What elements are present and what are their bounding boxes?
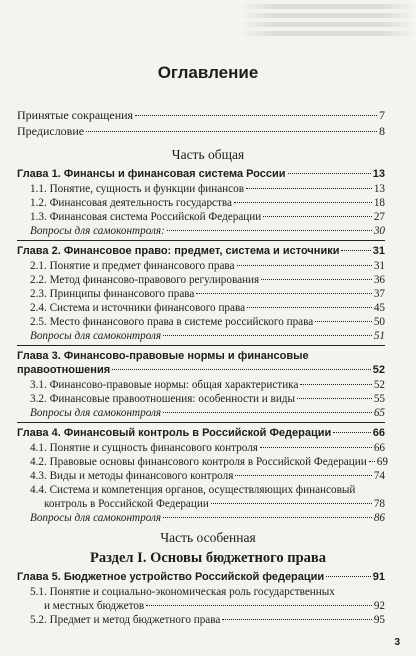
leader-dots xyxy=(163,335,372,336)
toc-section-4-4 xyxy=(44,498,385,511)
page-number: 3 xyxy=(394,637,400,648)
toc-label: Вопросы для самоконтроля xyxy=(30,407,162,419)
toc-label: Предисловие xyxy=(17,124,85,138)
chapter-divider xyxy=(17,240,385,241)
toc-section-4-4-line1: 4.4. Система и компетенция органов, осуществляющих финансовый xyxy=(30,484,356,496)
toc-section-4-1 xyxy=(17,442,385,455)
chapter-divider xyxy=(17,422,385,423)
section-1-heading: Раздел I. Основы бюджетного права xyxy=(89,550,326,566)
toc-entry-preface xyxy=(17,125,385,138)
toc-section-3-1 xyxy=(17,379,385,392)
leader-dots xyxy=(315,321,372,322)
leader-dots xyxy=(247,307,372,308)
toc-page: 18 xyxy=(373,197,385,209)
toc-label: Глава 4. Финансовый контроль в Российской Федерации xyxy=(17,427,332,439)
toc-page: 51 xyxy=(373,330,385,342)
leader-dots xyxy=(163,517,372,518)
leader-dots xyxy=(112,369,371,370)
toc-label: 2.5. Место финансового права в системе российского права xyxy=(30,316,314,328)
toc-label: 1.1. Понятие, сущность и функции финансов xyxy=(30,183,245,195)
toc-section-2-4 xyxy=(17,302,385,315)
leader-dots xyxy=(237,265,372,266)
toc-page: 66 xyxy=(372,427,385,439)
toc-page: 31 xyxy=(373,260,385,272)
leader-dots xyxy=(235,475,371,476)
toc-label: Принятые сокращения xyxy=(17,108,134,122)
toc-label: 2.4. Система и источники финансового права xyxy=(30,302,246,314)
toc-label: 2.1. Понятие и предмет финансового права xyxy=(30,260,235,272)
toc-chapter-3 xyxy=(17,364,385,377)
toc-review-3 xyxy=(17,407,385,420)
toc-label: Вопросы для самоконтроля xyxy=(30,330,162,342)
toc-review-1 xyxy=(17,225,385,238)
toc-page: 8 xyxy=(379,124,385,138)
toc-chapter-2 xyxy=(17,245,385,258)
toc-page: 95 xyxy=(373,614,385,626)
leader-dots xyxy=(297,398,372,399)
part-general-heading: Часть общая xyxy=(171,147,245,162)
toc-page: 65 xyxy=(373,407,385,419)
toc-label: 2.3. Принципы финансового права xyxy=(30,288,195,300)
toc-page: 78 xyxy=(373,498,385,510)
toc-section-1-1 xyxy=(17,183,385,196)
toc-label: 4.2. Правовые основы финансового контроля в Российской Федерации xyxy=(30,456,367,468)
leader-dots xyxy=(196,293,371,294)
toc-label: Глава 1. Финансы и финансовая система России xyxy=(17,168,286,180)
toc-section-4-3 xyxy=(17,470,385,483)
toc-label: 4.3. Виды и методы финансового контроля xyxy=(30,470,234,482)
leader-dots xyxy=(211,503,372,504)
toc-label: Вопросы для самоконтроля: xyxy=(30,225,165,237)
leader-dots xyxy=(222,619,371,620)
leader-dots xyxy=(234,202,372,203)
toc-page: 92 xyxy=(373,600,385,612)
toc-entry-abbreviations xyxy=(17,109,385,122)
leader-dots xyxy=(86,131,377,132)
toc-section-2-3 xyxy=(17,288,385,301)
toc-review-2 xyxy=(17,330,385,343)
toc-label: правоотношения xyxy=(17,364,111,376)
toc-page: 36 xyxy=(373,274,385,286)
toc-label: 5.2. Предмет и метод бюджетного права xyxy=(30,614,221,626)
toc-page: 13 xyxy=(373,183,385,195)
toc-page: 55 xyxy=(373,393,385,405)
toc-page: 7 xyxy=(379,108,385,122)
toc-section-2-2 xyxy=(17,274,385,287)
toc-page: 31 xyxy=(372,245,385,257)
toc-label: и местных бюджетов xyxy=(44,600,145,612)
leader-dots xyxy=(260,447,372,448)
toc-page: 50 xyxy=(373,316,385,328)
leader-dots xyxy=(146,605,372,606)
leader-dots xyxy=(135,115,377,116)
leader-dots xyxy=(333,432,371,433)
toc-review-4 xyxy=(17,512,385,525)
toc-section-1-2 xyxy=(17,197,385,210)
leader-dots xyxy=(163,412,372,413)
toc-label: 4.1. Понятие и сущность финансового контроля xyxy=(30,442,258,454)
toc-label: 3.2. Финансовые правоотношения: особенности и виды xyxy=(30,393,296,405)
toc-chapter-3-line1: Глава 3. Финансово-правовые нормы и финансовые xyxy=(17,350,309,362)
toc-label: Глава 2. Финансовое право: предмет, система и источники xyxy=(17,245,340,257)
page-title: Оглавление xyxy=(157,63,259,82)
toc-page: 30 xyxy=(373,225,385,237)
leader-dots xyxy=(369,461,375,462)
toc-page: 45 xyxy=(373,302,385,314)
leader-dots xyxy=(263,216,372,217)
chapter-divider xyxy=(17,345,385,346)
toc-label: 1.2. Финансовая деятельность государства xyxy=(30,197,232,209)
toc-label: 3.1. Финансово-правовые нормы: общая характеристика xyxy=(30,379,299,391)
toc-page: 13 xyxy=(372,168,385,180)
toc-section-5-1-line1: 5.1. Понятие и социально-экономическая роль государственных xyxy=(30,586,335,598)
toc-section-1-3 xyxy=(17,211,385,224)
toc-section-5-2 xyxy=(17,614,385,627)
toc-page: 69 xyxy=(376,456,388,468)
toc-section-5-1 xyxy=(44,600,385,613)
toc-label: Глава 5. Бюджетное устройство Российской федерации xyxy=(17,571,325,583)
leader-dots xyxy=(326,576,371,577)
bleed-through-text xyxy=(240,0,416,44)
toc-label: контроль в Российской Федерации xyxy=(44,498,209,510)
toc-section-3-2 xyxy=(17,393,385,406)
toc-page: 52 xyxy=(372,364,385,376)
toc-chapter-5 xyxy=(17,571,385,584)
toc-label: 2.2. Метод финансово-правового регулирования xyxy=(30,274,260,286)
toc-page: 66 xyxy=(373,442,385,454)
leader-dots xyxy=(246,188,372,189)
toc-label: 1.3. Финансовая система Российской Федерации xyxy=(30,211,262,223)
leader-dots xyxy=(300,384,371,385)
part-special-heading: Часть особенная xyxy=(160,530,256,545)
toc-section-2-1 xyxy=(17,260,385,273)
toc-section-2-5 xyxy=(17,316,385,329)
leader-dots xyxy=(167,230,372,231)
toc-page: 86 xyxy=(373,512,385,524)
leader-dots xyxy=(261,279,372,280)
toc-page: 52 xyxy=(373,379,385,391)
leader-dots xyxy=(341,250,370,251)
toc-page: 74 xyxy=(373,470,385,482)
toc-chapter-4 xyxy=(17,427,385,440)
toc-page: 91 xyxy=(372,571,385,583)
toc-label: Вопросы для самоконтроля xyxy=(30,512,162,524)
leader-dots xyxy=(288,173,371,174)
toc-page: 27 xyxy=(373,211,385,223)
toc-section-4-2 xyxy=(17,456,388,469)
toc-chapter-1 xyxy=(17,168,385,181)
toc-page: 37 xyxy=(373,288,385,300)
